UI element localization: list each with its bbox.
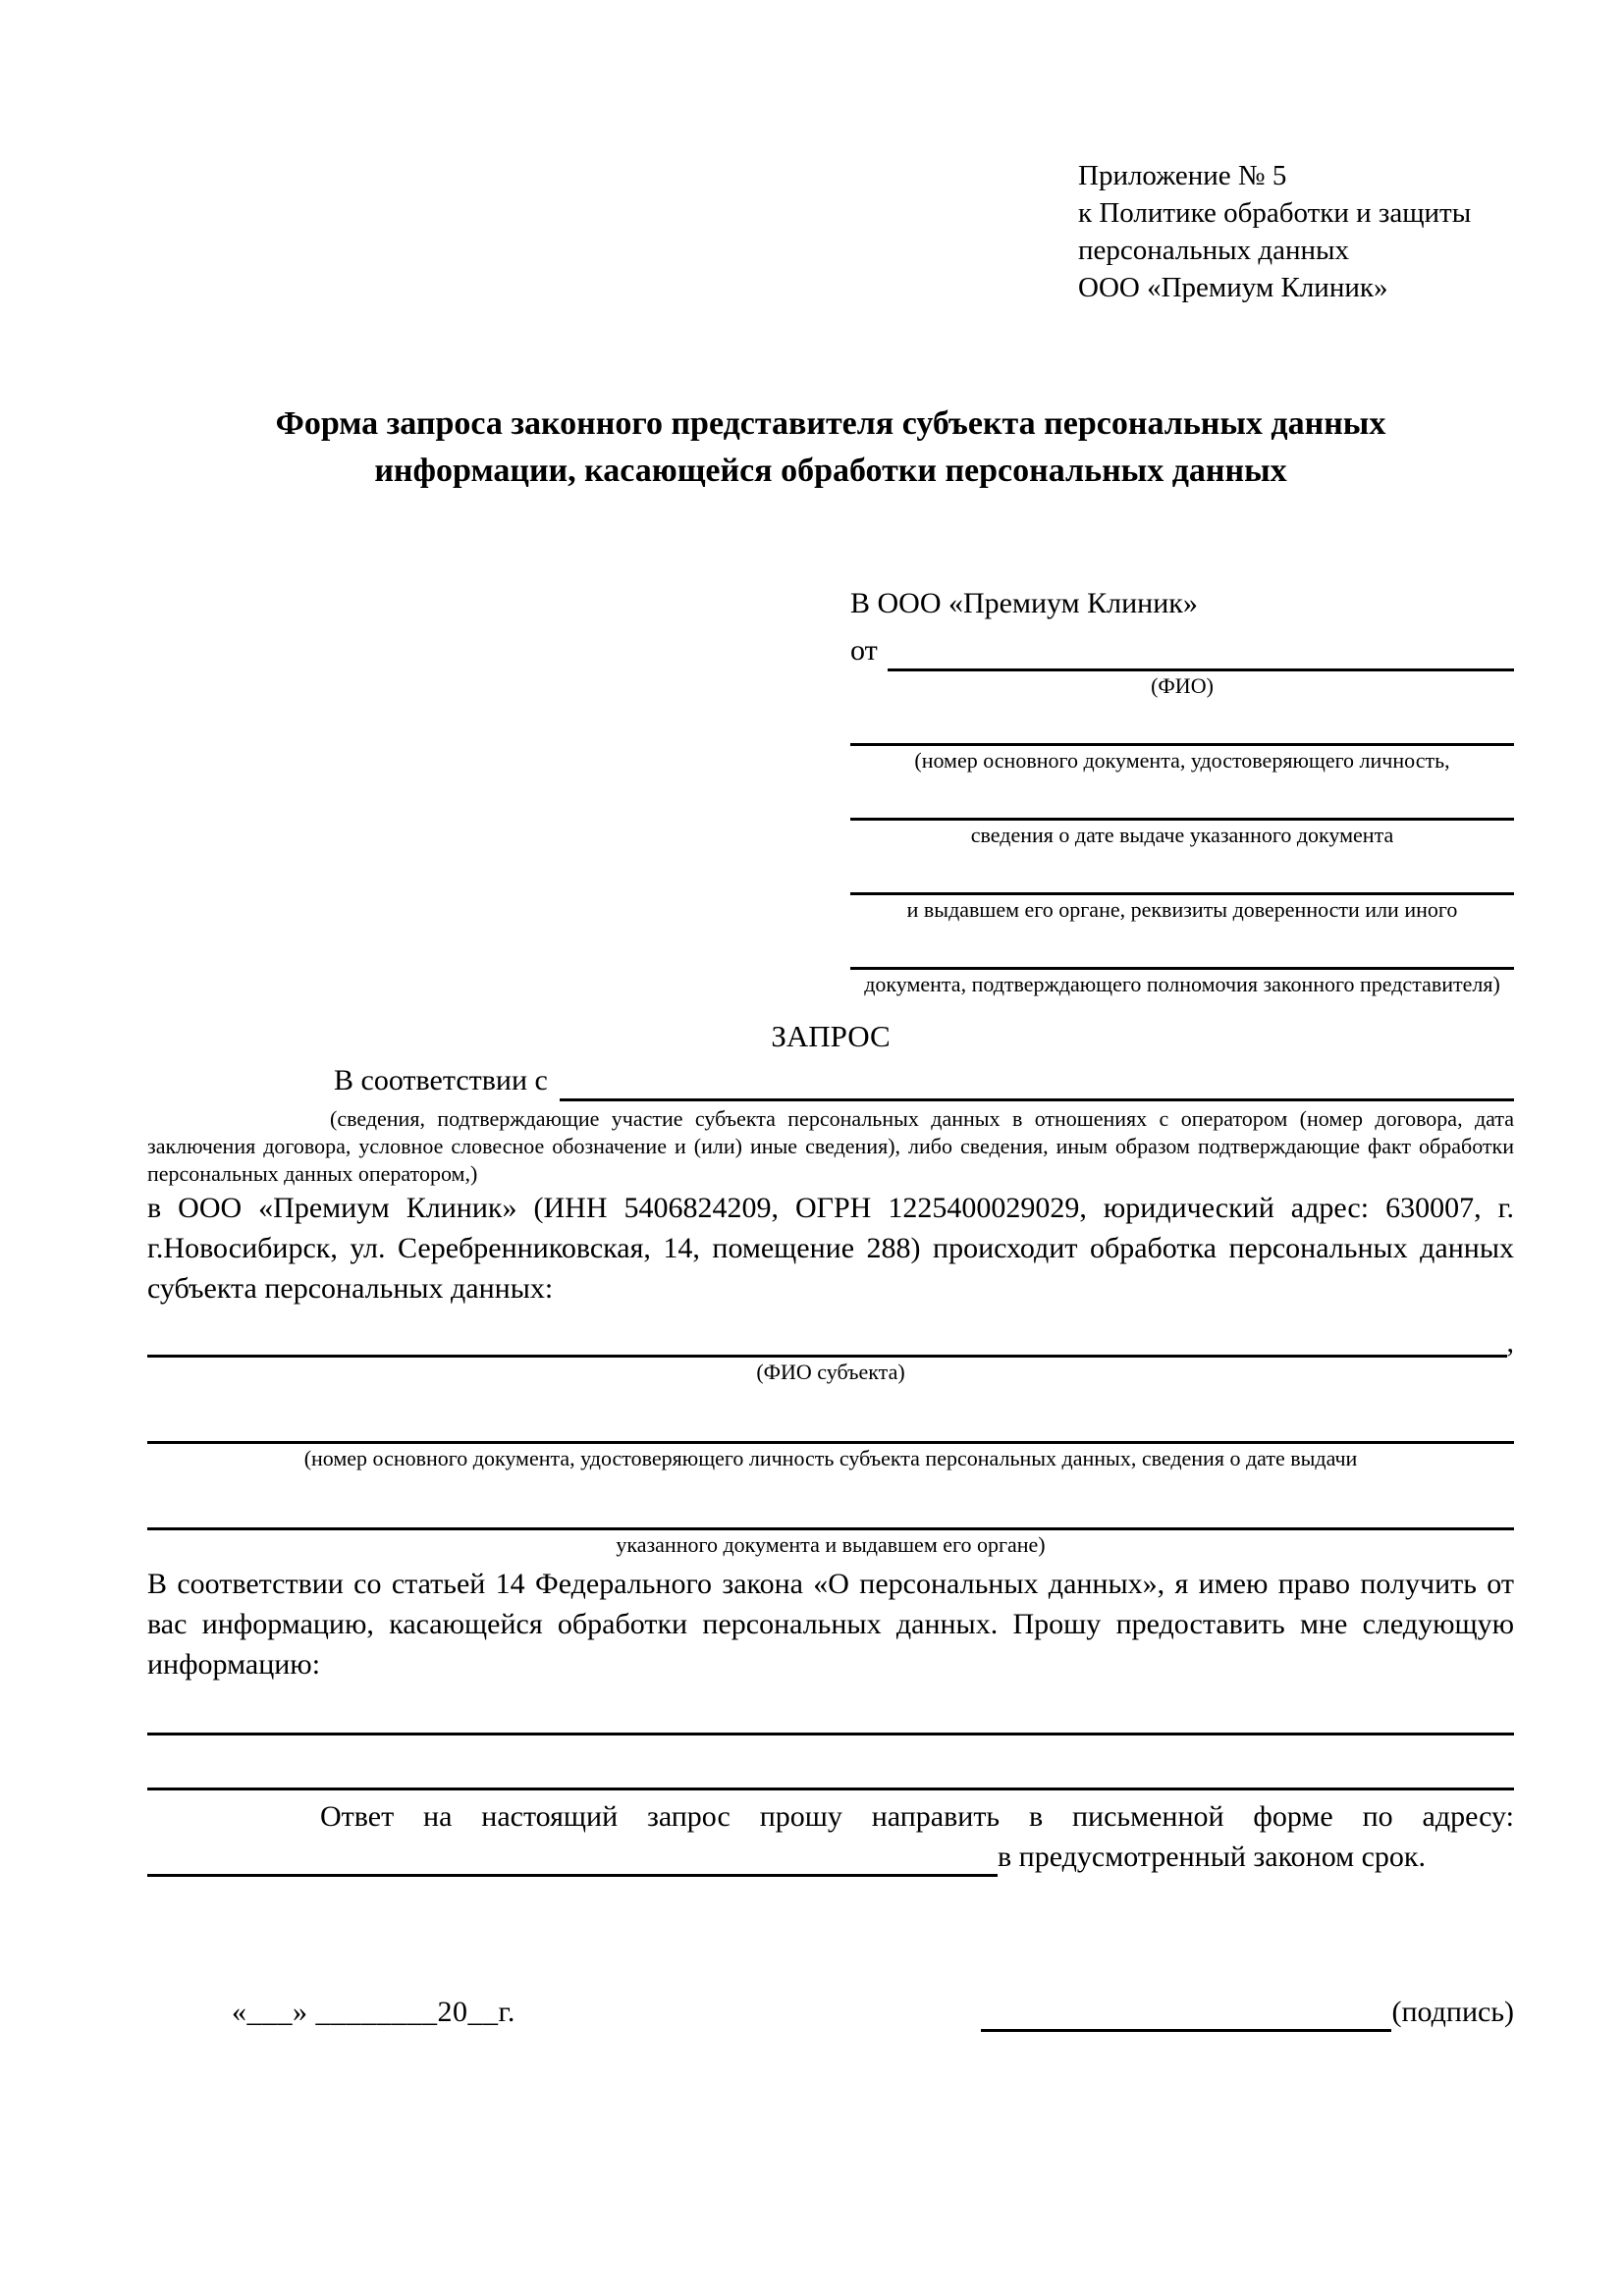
subject-doc-blank-field-2[interactable] [147,1487,1514,1530]
representative-doc-field-3 [850,850,1514,925]
signature-blank-field[interactable] [981,1999,1391,2032]
date-blank-field[interactable]: «___» ________20__г. [232,1996,515,2028]
reply-address-blank-field[interactable] [147,1843,998,1877]
addressee-block [850,583,1514,999]
rights-paragraph: В соответствии со статьей 14 Федерального закона «О персональных данных», я имею право получить от вас информацию, касающейся обработки персональных данных. Прошу предоставить мне следующую информацию: [147,1568,1514,1681]
representative-doc-caption-2: сведения о дате выдаче указанного документа [970,823,1394,847]
representative-doc-blank-field-3[interactable] [850,850,1514,895]
subject-fio-blank-field[interactable] [147,1318,1507,1358]
representative-doc-field-1 [850,701,1514,775]
accordance-label: В соответствии с [334,1064,548,1096]
appendix-line: к Политике обработки и защиты [1078,197,1472,229]
subject-fio-row [147,1308,1514,1358]
representative-doc-blank-field-1[interactable] [850,701,1514,746]
requested-info-blank-field-1[interactable] [147,1684,1514,1735]
operator-paragraph: в ООО «Премиум Клиник» (ИНН 5406824209, ОГРН 1225400029029, юридический адрес: 630007, г. г.Новосибирск, ул. Серебренниковская, 14, помещение 288) происходит обработка персональных данных субъекта персональных данных: [147,1192,1514,1305]
signature-row [147,1993,1514,2032]
representative-doc-blank-field-4[interactable] [850,925,1514,970]
representative-doc-field-4 [850,925,1514,999]
subject-doc-field-2 [147,1487,1514,1560]
appendix-block [1078,157,1514,306]
representative-doc-caption-4: документа, подтверждающего полномочия законного представителя) [864,972,1500,996]
representative-doc-field-2 [850,775,1514,850]
request-heading: ЗАПРОС [771,1019,891,1053]
reply-paragraph: Ответ на настоящий запрос прошу направить в письменной форме по адресу: [320,1800,1514,1833]
page-title-line-1: Форма запроса законного представителя субъекта персональных данных [275,405,1386,442]
signature-caption: (подпись) [1391,1996,1514,2028]
reply-tail-text: в предусмотренный законом срок. [998,1841,1426,1873]
representative-doc-blank-field-2[interactable] [850,775,1514,821]
representative-fio-blank-field[interactable] [888,636,1514,671]
reply-address-row [147,1837,1514,1877]
accordance-row [147,1060,1514,1101]
subject-doc-caption-1: (номер основного документа, удостоверяющего личность субъекта персональных данных, сведения о дате выдачи [303,1446,1358,1470]
page-title [147,400,1514,495]
accordance-caption: (сведения, подтверждающие участие субъекта персональных данных в отношениях с оператором (номер договора, дата заключения договора, условное словесное обозначение и (или) иные сведения), либо сведения, иным образом подтверждающие факт обработки персональных данных оператором,) [147,1106,1514,1186]
appendix-line: персональных данных [1078,235,1350,266]
representative-doc-caption-3: и выдавшем его органе, реквизиты доверенности или иного [906,897,1458,922]
trailing-comma: , [1506,1326,1514,1359]
appendix-line: ООО «Премиум Клиник» [1078,272,1388,303]
fio-caption: (ФИО) [1151,673,1214,698]
from-row [850,630,1514,671]
appendix-line: Приложение № 5 [1078,160,1287,191]
addressee-organization: В ООО «Премиум Клиник» [850,587,1198,619]
signature-part [981,1993,1514,2032]
subject-doc-blank-field-1[interactable] [147,1401,1514,1444]
accordance-basis-blank-field[interactable] [560,1066,1514,1101]
subject-doc-field-1 [147,1401,1514,1473]
representative-doc-caption-1: (номер основного документа, удостоверяющего личность, [914,748,1450,773]
from-label: от [850,634,878,667]
subject-fio-caption: (ФИО субъекта) [756,1360,905,1384]
requested-info-blank-field-2[interactable] [147,1735,1514,1790]
page-title-line-2: информации, касающейся обработки персональных данных [374,453,1287,489]
subject-doc-caption-2: указанного документа и выдавшем его органе) [616,1532,1046,1557]
